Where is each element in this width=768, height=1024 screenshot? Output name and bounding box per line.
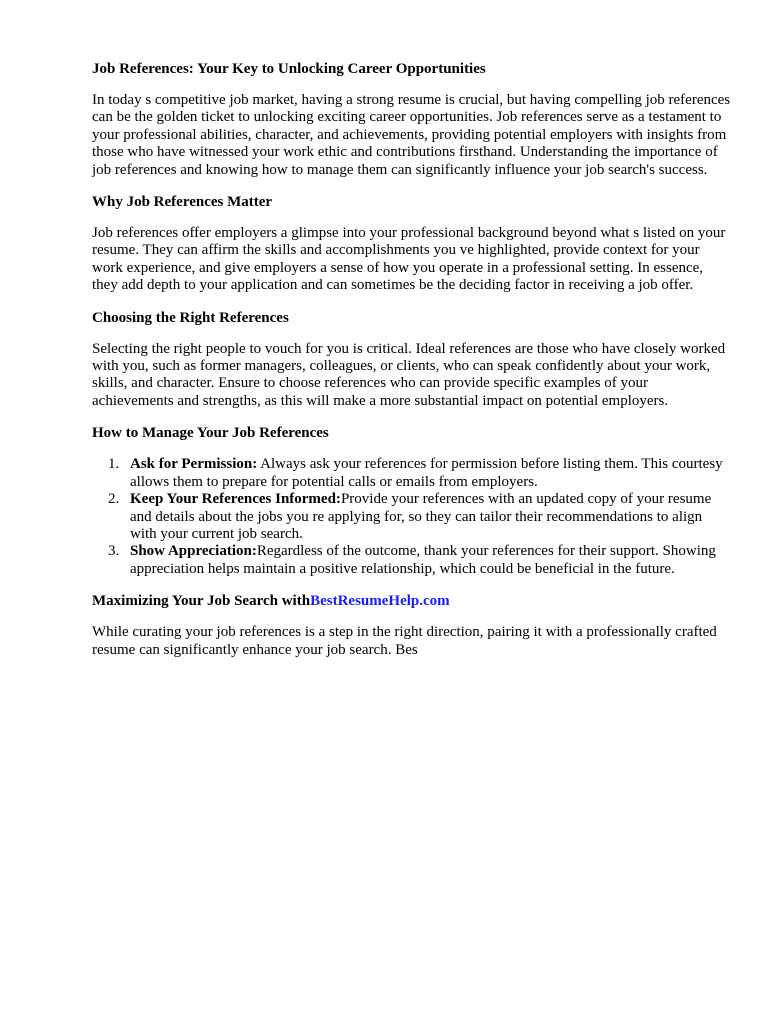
section-heading-manage: How to Manage Your Job References — [92, 425, 329, 442]
intro-paragraph: In today s competitive job market, having a strong resume is crucial, but having compelling job references can be the golden ticket to unlocking exciting career opportunities. Job references serve as a testament to your professional abilities, character, and achievements, providing potential employers with insights from those who have witnessed your work ethic and contributions firsthand. Understanding the importance of job references and knowing how to manage them can significantly influence your job search's success. — [92, 92, 731, 178]
section-heading-maximize — [92, 592, 732, 610]
section-heading-maximize-text: Maximizing Your Job Search with — [92, 593, 311, 610]
list-item-text: Always ask your references for permission before listing them. This courtesy allows them to prepare for potential calls or emails from employers. — [130, 456, 723, 490]
document-page — [92, 60, 732, 673]
document-title: Job References: Your Key to Unlocking Career Opportunities — [92, 61, 486, 77]
list-item-number: 1. — [108, 456, 120, 473]
section-body-why: Job references offer employers a glimpse into your professional background beyond what s listed on your resume. They can affirm the skills and accomplishments you ve highlighted, provide context for your work experience, and give employers a sense of how you operate in a professional setting. In essence, they add depth to your application and can sometimes be the deciding factor in receiving a job offer. — [92, 225, 726, 294]
list-item-title: Show Appreciation: — [130, 543, 257, 560]
list-item — [92, 456, 732, 491]
list-item-text: Regardless of the outcome, thank your references for their support. Showing appreciation helps maintain a positive relationship, which could be beneficial in the future. — [130, 543, 716, 577]
list-item-title: Ask for Permission: — [130, 456, 258, 473]
section-heading-choose: Choosing the Right References — [92, 309, 289, 326]
bestresumehelp-link[interactable]: BestResumeHelp.com — [310, 593, 450, 610]
section-body-choose: Selecting the right people to vouch for you is critical. Ideal references are those who have closely worked with you, such as former managers, colleagues, or clients, who can speak confidently about your work, skills, and character. Ensure to choose references who can provide specific examples of your achievements and strengths, as this will make a more substantial impact on potential employers. — [92, 340, 726, 409]
list-item-title: Keep Your References Informed: — [130, 491, 341, 508]
list-item-text: Provide your references with an updated copy of your resume and details about the jobs you re applying for, so they can tailor their recommendations to align with your current job search. — [130, 491, 712, 542]
manage-list — [92, 456, 732, 578]
section-heading-why: Why Job References Matter — [92, 194, 273, 211]
list-item — [92, 491, 732, 543]
list-item — [92, 543, 732, 578]
section-body-maximize: While curating your job references is a step in the right direction, pairing it with a professionally crafted resume can significantly enhance your job search. Bes — [92, 624, 717, 658]
list-item-number: 3. — [108, 543, 120, 560]
list-item-number: 2. — [108, 491, 120, 508]
